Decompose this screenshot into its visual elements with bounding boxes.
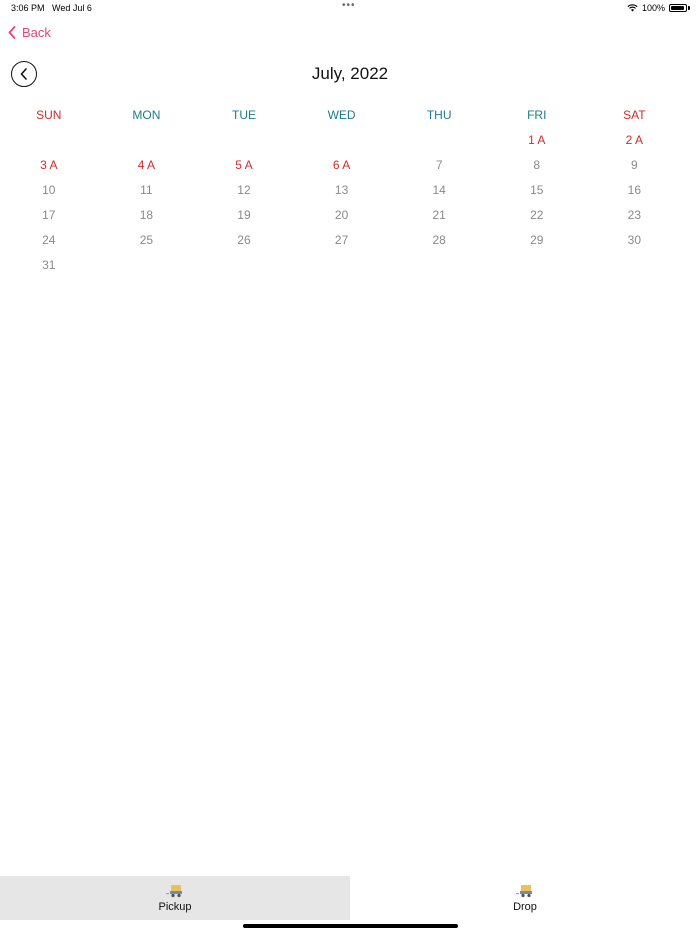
weekday-wed: WED xyxy=(327,108,356,122)
day-cell-empty xyxy=(98,133,196,147)
week-row xyxy=(0,133,700,147)
day-cell-empty xyxy=(390,133,488,147)
day-cell[interactable]: 7 xyxy=(435,158,443,172)
day-cell-empty xyxy=(195,133,293,147)
week-row xyxy=(0,258,700,272)
tab-pickup-label: Pickup xyxy=(158,901,192,913)
day-cell-empty xyxy=(98,258,196,272)
tab-pickup[interactable] xyxy=(0,876,350,920)
week-row xyxy=(0,233,700,247)
day-cell-booked[interactable]: 3 A xyxy=(40,158,58,172)
battery-percentage: 100% xyxy=(641,3,665,13)
pickup-truck-icon xyxy=(166,884,184,898)
week-row xyxy=(0,183,700,197)
day-cell[interactable]: 16 xyxy=(627,183,642,197)
status-bar xyxy=(0,0,700,16)
day-cell[interactable]: 28 xyxy=(432,233,446,247)
day-cell[interactable]: 21 xyxy=(432,208,446,222)
day-cell[interactable]: 18 xyxy=(139,208,154,222)
day-cell-booked[interactable]: 6 A xyxy=(332,158,351,172)
day-cell-empty xyxy=(586,258,684,272)
status-indicators xyxy=(627,3,690,13)
status-date: Wed Jul 6 xyxy=(52,3,92,13)
day-cell[interactable]: 23 xyxy=(627,208,642,222)
day-cell[interactable]: 25 xyxy=(139,233,154,247)
day-cell[interactable]: 19 xyxy=(237,208,251,222)
day-cell[interactable]: 30 xyxy=(627,233,642,247)
day-cell-empty xyxy=(488,258,586,272)
tab-drop[interactable] xyxy=(350,876,700,920)
day-cell-booked[interactable]: 4 A xyxy=(137,158,156,172)
day-cell[interactable]: 9 xyxy=(631,158,638,172)
multitasking-dots[interactable]: ••• xyxy=(342,0,356,11)
day-cell[interactable]: 14 xyxy=(432,183,446,197)
day-cell[interactable]: 11 xyxy=(140,183,153,197)
day-cell-empty xyxy=(0,133,98,147)
home-indicator[interactable] xyxy=(243,924,458,928)
day-cell[interactable]: 17 xyxy=(42,208,56,222)
weekday-tue: TUE xyxy=(231,108,256,122)
battery-icon xyxy=(669,4,687,12)
day-cell[interactable]: 31 xyxy=(42,258,56,272)
day-cell[interactable]: 24 xyxy=(42,233,56,247)
day-cell[interactable]: 8 xyxy=(533,158,541,172)
weekday-sun: SUN xyxy=(36,108,62,122)
weekday-sat: SAT xyxy=(623,108,646,122)
day-cell-booked[interactable]: 2 A xyxy=(625,133,644,147)
week-row xyxy=(0,158,700,172)
day-cell[interactable]: 12 xyxy=(237,183,251,197)
weekday-header-row xyxy=(0,108,700,122)
battery-tip xyxy=(688,6,690,10)
weekday-mon: MON xyxy=(132,108,161,122)
day-cell-empty xyxy=(293,133,391,147)
day-cell[interactable]: 13 xyxy=(334,183,349,197)
tab-drop-label: Drop xyxy=(513,901,537,913)
day-cell-booked[interactable]: 1 A xyxy=(528,133,546,147)
tab-bar xyxy=(0,876,700,920)
day-cell[interactable]: 26 xyxy=(237,233,251,247)
drop-truck-icon xyxy=(516,884,534,898)
chevron-left-icon xyxy=(8,26,16,39)
day-cell[interactable]: 27 xyxy=(334,233,349,247)
day-cell[interactable]: 10 xyxy=(42,183,56,197)
wifi-icon xyxy=(627,4,638,12)
day-cell-empty xyxy=(293,258,391,272)
day-cell[interactable]: 20 xyxy=(334,208,349,222)
day-cell-empty xyxy=(195,258,293,272)
back-button[interactable] xyxy=(8,25,51,40)
day-cell-empty xyxy=(390,258,488,272)
status-time: 3:06 PM xyxy=(11,3,45,13)
day-cell[interactable]: 15 xyxy=(530,183,544,197)
week-row xyxy=(0,208,700,222)
weekday-thu: THU xyxy=(426,108,452,122)
weekday-fri: FRI xyxy=(527,108,547,122)
back-label: Back xyxy=(22,25,51,40)
month-title: July, 2022 xyxy=(311,64,389,83)
day-cell-booked[interactable]: 5 A xyxy=(235,158,253,172)
day-cell[interactable]: 29 xyxy=(530,233,544,247)
day-cell[interactable]: 22 xyxy=(530,208,544,222)
